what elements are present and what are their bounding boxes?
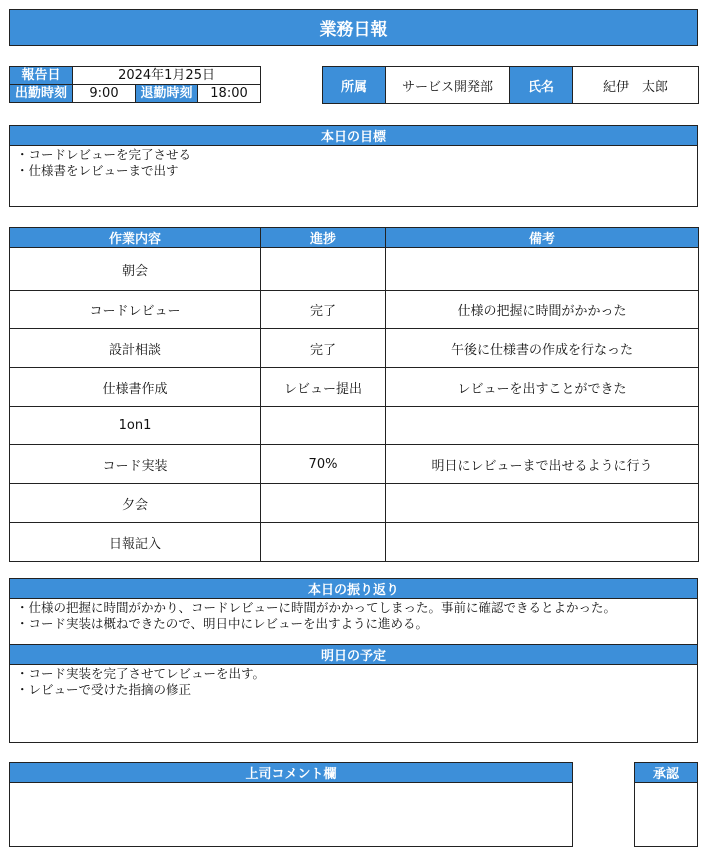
work-task[interactable]: 日報記入 [10,523,261,562]
approval-heading: 承認 [635,763,697,783]
goal-line: ・仕様書をレビューまで出す [16,163,179,178]
reflection-line: ・仕様の把握に時間がかかり、コードレビューに時間がかかってしまった。事前に確認できるとよかった。 [16,600,617,615]
work-progress[interactable] [261,484,386,523]
report-info-table [9,66,261,103]
goals-body[interactable] [10,146,697,180]
table-row [10,445,699,484]
tomorrow-heading: 明日の予定 [10,644,697,665]
work-progress[interactable]: 完了 [261,291,386,329]
table-row [10,407,699,445]
work-note[interactable]: レビューを出すことができた [386,368,699,407]
table-row [10,291,699,329]
work-header-progress: 進捗 [261,228,386,248]
work-note[interactable]: 仕様の把握に時間がかかった [386,291,699,329]
approval-stamp-field[interactable] [635,783,697,847]
work-progress[interactable]: 70% [261,445,386,484]
work-note[interactable] [386,407,699,445]
work-progress[interactable]: 完了 [261,329,386,368]
reflection-body[interactable] [10,599,697,644]
work-task[interactable]: 夕会 [10,484,261,523]
report-date-value[interactable]: 2024年1月25日 [73,67,261,85]
boss-comment-heading: 上司コメント欄 [10,763,572,783]
reflection-heading: 本日の振り返り [10,579,697,599]
checkin-label: 出勤時刻 [10,85,73,103]
work-note[interactable]: 午後に仕様書の作成を行なった [386,329,699,368]
report-date-label: 報告日 [10,67,73,85]
work-note[interactable] [386,248,699,291]
name-value[interactable]: 紀伊 太郎 [573,67,699,104]
work-table [9,227,699,562]
dept-label: 所属 [323,67,386,104]
tomorrow-body[interactable] [10,665,697,699]
goal-line: ・コードレビューを完了させる [16,147,192,162]
work-header-task: 作業内容 [10,228,261,248]
work-note[interactable]: 明日にレビューまで出せるように行う [386,445,699,484]
report-title: 業務日報 [9,9,698,46]
table-row [10,484,699,523]
work-progress[interactable] [261,523,386,562]
work-task[interactable]: 設計相談 [10,329,261,368]
work-note[interactable] [386,523,699,562]
work-task[interactable]: 仕様書作成 [10,368,261,407]
checkin-value[interactable]: 9:00 [73,85,136,103]
work-progress[interactable] [261,407,386,445]
work-task[interactable]: コード実装 [10,445,261,484]
work-note[interactable] [386,484,699,523]
dept-value[interactable]: サービス開発部 [386,67,510,104]
goals-section [9,125,698,207]
tomorrow-line: ・レビューで受けた指摘の修正 [16,682,192,697]
work-task[interactable]: 1on1 [10,407,261,445]
tomorrow-line: ・コード実装を完了させてレビューを出す。 [16,666,266,681]
work-header-note: 備考 [386,228,699,248]
name-label: 氏名 [510,67,573,104]
checkout-label: 退勤時刻 [136,85,198,103]
work-task[interactable]: コードレビュー [10,291,261,329]
work-progress[interactable]: レビュー提出 [261,368,386,407]
table-row [10,329,699,368]
reflection-line: ・コード実装は概ねできたので、明日中にレビューを出すように進める。 [16,616,428,631]
work-task[interactable]: 朝会 [10,248,261,291]
reflection-section [9,578,698,743]
table-row [10,368,699,407]
checkout-value[interactable]: 18:00 [198,85,261,103]
boss-comment-section [9,762,573,847]
work-progress[interactable] [261,248,386,291]
approval-section [634,762,698,847]
boss-comment-field[interactable] [10,783,572,847]
affiliation-table [322,66,699,104]
table-row [10,523,699,562]
goals-heading: 本日の目標 [10,126,697,146]
table-row [10,248,699,291]
